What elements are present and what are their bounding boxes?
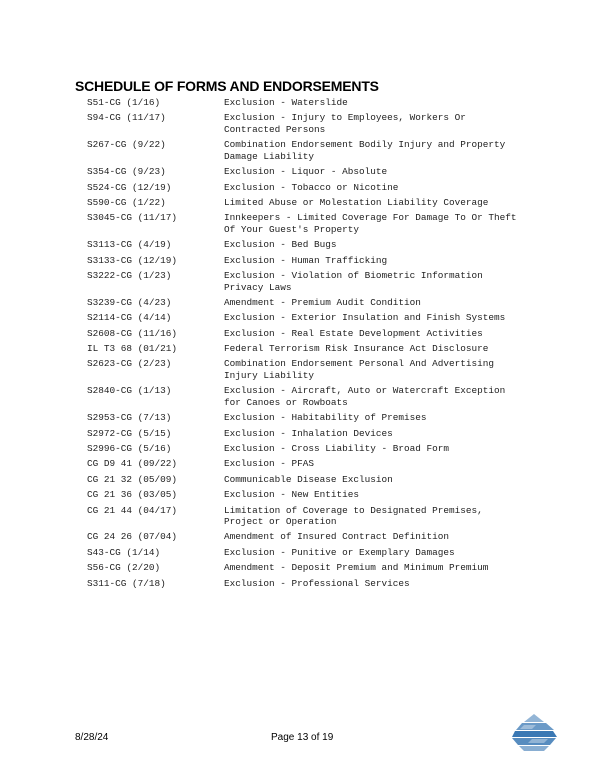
form-description: Limited Abuse or Molestation Liability Coverage	[224, 196, 489, 208]
footer-page-number: Page 13 of 19	[271, 732, 334, 743]
form-description: Exclusion - Punitive or Exemplary Damages	[224, 546, 455, 558]
form-description: Exclusion - Real Estate Development Activities	[224, 327, 483, 339]
forms-list	[87, 97, 567, 593]
form-row	[87, 428, 567, 440]
form-code: S354-CG (9/23)	[87, 166, 166, 178]
form-description: Exclusion - Aircraft, Auto or Watercraft Exception for Canoes or Rowboats	[224, 385, 506, 408]
form-row	[87, 562, 567, 574]
form-code: S3133-CG (12/19)	[87, 254, 178, 266]
form-row	[87, 97, 567, 109]
form-row	[87, 182, 567, 194]
form-description: Exclusion - Injury to Employees, Workers Or Contracted Persons	[224, 112, 466, 135]
form-code: S3045-CG (11/17)	[87, 212, 178, 224]
form-row	[87, 139, 567, 162]
form-code: S524-CG (12/19)	[87, 181, 172, 193]
form-code: CG 24 26 (07/04)	[87, 531, 178, 543]
form-row	[87, 197, 567, 209]
form-description: Limitation of Coverage to Designated Premises, Project or Operation	[224, 504, 483, 528]
form-description: Exclusion - Professional Services	[224, 577, 410, 589]
form-row	[87, 312, 567, 324]
form-code: S2996-CG (5/16)	[87, 443, 172, 455]
form-code: S2840-CG (1/13)	[87, 385, 172, 397]
form-description: Exclusion - Exterior Insulation and Finish Systems	[224, 312, 506, 324]
form-description: Combination Endorsement Personal And Advertising Injury Liability	[224, 358, 495, 381]
form-description: Communicable Disease Exclusion	[224, 473, 393, 485]
form-code: S311-CG (7/18)	[87, 577, 166, 589]
form-description: Exclusion - Cross Liability - Broad Form	[224, 443, 450, 455]
form-description: Exclusion - Human Trafficking	[224, 254, 388, 266]
form-row	[87, 255, 567, 267]
form-description: Exclusion - Waterslide	[224, 97, 348, 108]
form-row	[87, 547, 567, 559]
form-description: Amendment - Premium Audit Condition	[224, 296, 421, 308]
form-description: Exclusion - PFAS	[224, 458, 315, 470]
footer-date: 8/28/24	[75, 732, 109, 743]
form-row	[87, 385, 567, 408]
form-description: Exclusion - Inhalation Devices	[224, 427, 393, 439]
form-code: S94-CG (11/17)	[87, 112, 166, 124]
form-row	[87, 505, 567, 528]
form-code: S2608-CG (11/16)	[87, 327, 178, 339]
form-row	[87, 412, 567, 424]
form-description: Innkeepers - Limited Coverage For Damage To Or Theft Of Your Guest's Property	[224, 212, 517, 235]
page-title: SCHEDULE OF FORMS AND ENDORSEMENTS	[75, 78, 379, 94]
form-code: CG D9 41 (09/22)	[87, 458, 178, 470]
form-row	[87, 474, 567, 486]
form-row	[87, 112, 567, 135]
form-code: S43-CG (1/14)	[87, 546, 161, 558]
form-description: Federal Terrorism Risk Insurance Act Disclosure	[224, 343, 489, 355]
form-row	[87, 212, 567, 235]
form-code: CG 21 32 (05/09)	[87, 473, 178, 485]
form-code: S56-CG (2/20)	[87, 562, 161, 574]
form-code: IL T3 68 (01/21)	[87, 343, 178, 355]
form-row	[87, 358, 567, 381]
form-description: Exclusion - New Entities	[224, 489, 360, 501]
form-row	[87, 270, 567, 293]
form-code: CG 21 44 (04/17)	[87, 504, 178, 516]
form-description: Amendment of Insured Contract Definition	[224, 531, 450, 543]
form-code: CG 21 36 (03/05)	[87, 489, 178, 501]
form-description: Exclusion - Liquor - Absolute	[224, 166, 388, 178]
form-description: Exclusion - Bed Bugs	[224, 239, 337, 251]
form-row	[87, 531, 567, 543]
form-row	[87, 343, 567, 355]
form-description: Combination Endorsement Bodily Injury and Property Damage Liability	[224, 139, 506, 162]
form-row	[87, 458, 567, 470]
form-code: S2953-CG (7/13)	[87, 412, 172, 424]
form-description: Exclusion - Violation of Biometric Information Privacy Laws	[224, 270, 483, 293]
form-code: S590-CG (1/22)	[87, 196, 166, 208]
form-code: S267-CG (9/22)	[87, 139, 166, 151]
form-row	[87, 297, 567, 309]
form-row	[87, 578, 567, 590]
form-row	[87, 166, 567, 178]
company-logo-icon	[510, 712, 558, 752]
form-description: Exclusion - Tobacco or Nicotine	[224, 181, 399, 193]
form-row	[87, 328, 567, 340]
form-code: S3222-CG (1/23)	[87, 270, 172, 282]
form-code: S51-CG (1/16)	[87, 97, 161, 108]
form-code: S2972-CG (5/15)	[87, 427, 172, 439]
form-code: S3113-CG (4/19)	[87, 239, 172, 251]
form-row	[87, 239, 567, 251]
form-code: S2114-CG (4/14)	[87, 312, 172, 324]
form-code: S2623-CG (2/23)	[87, 358, 172, 370]
form-row	[87, 489, 567, 501]
form-description: Amendment - Deposit Premium and Minimum Premium	[224, 562, 489, 574]
form-row	[87, 443, 567, 455]
form-code: S3239-CG (4/23)	[87, 296, 172, 308]
form-description: Exclusion - Habitability of Premises	[224, 412, 427, 424]
